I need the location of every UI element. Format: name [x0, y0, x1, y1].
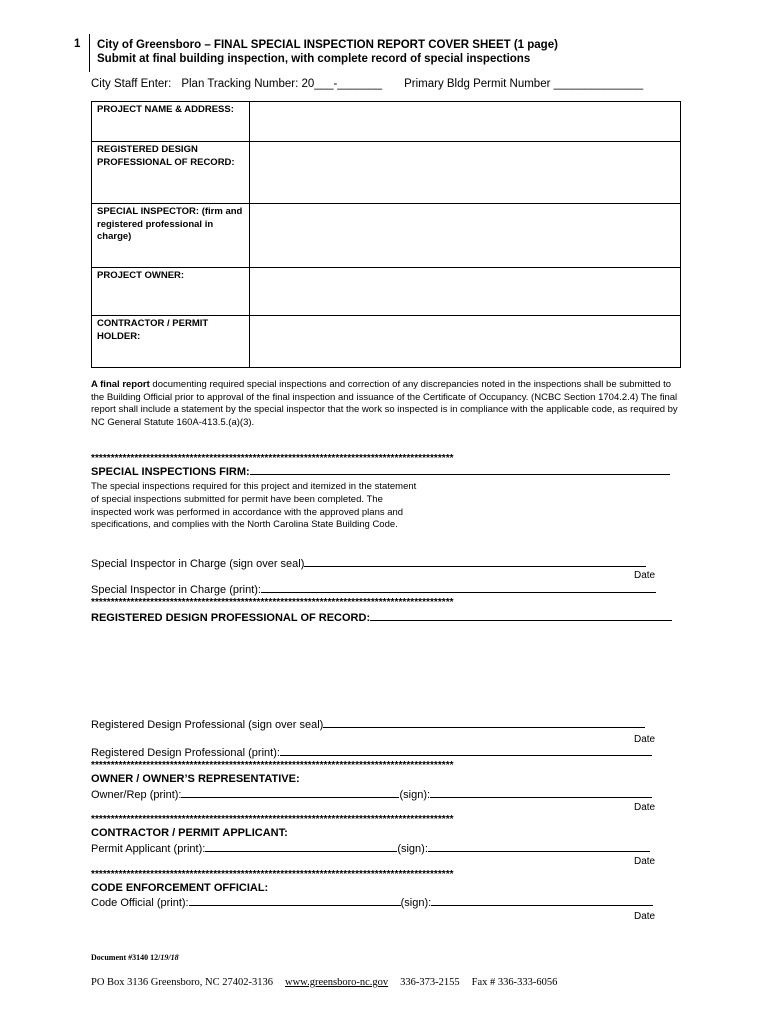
design-professional-sign-row: [91, 718, 645, 731]
footer-address: PO Box 3136 Greensboro, NC 27402-3136: [91, 977, 273, 988]
date-label: Date: [634, 802, 656, 813]
footer: [91, 977, 557, 988]
special-inspector-sign-field[interactable]: [304, 557, 646, 567]
final-report-paragraph: [91, 379, 681, 429]
code-official-heading: CODE ENFORCEMENT OFFICIAL:: [91, 882, 269, 894]
design-professional-print-row: [91, 746, 652, 759]
owner-row: [91, 788, 652, 801]
table-row: [92, 268, 681, 316]
final-report-text: documenting required special inspections and correction of any discrepancies noted in the inspections shall be submitted to the Building Official prior to approval of the final inspection and issuance of the Certificate of Occupancy. (NCBC Section 1704.2.4) The final report shall include a statement by the special inspector that the work so inspected is in compliance with the applicable code, as required by NC General Statute 160A-413.5.(a)(3).: [91, 379, 678, 428]
separator: ********************************************************************************************: [91, 869, 454, 880]
project-info-table: [91, 101, 681, 368]
contractor-label: CONTRACTOR / PERMIT HOLDER:: [92, 316, 250, 368]
title-line-1: City of Greensboro – FINAL SPECIAL INSPECTION REPORT COVER SHEET (1 page): [97, 39, 558, 51]
code-official-print-field[interactable]: [189, 896, 401, 906]
owner-sign-field[interactable]: [430, 788, 652, 798]
design-professional-sign-field[interactable]: [323, 718, 645, 728]
design-professional-field[interactable]: [250, 142, 681, 204]
code-official-print-label: Code Official (print):: [91, 897, 189, 909]
project-owner-label: PROJECT OWNER:: [92, 268, 250, 316]
contractor-field[interactable]: [250, 316, 681, 368]
primary-permit-field[interactable]: Primary Bldg Permit Number ______________: [404, 78, 644, 90]
owner-print-field[interactable]: [181, 788, 399, 798]
page-number: 1: [74, 38, 81, 50]
design-professional-print-field[interactable]: [280, 746, 652, 756]
final-report-lead: A final report: [91, 379, 150, 390]
table-row: [92, 204, 681, 268]
special-inspections-heading: SPECIAL INSPECTIONS FIRM:: [91, 465, 670, 478]
separator: ********************************************************************************************: [91, 814, 454, 825]
design-professional-heading: REGISTERED DESIGN PROFESSIONAL OF RECORD:: [91, 611, 672, 624]
title-line-2: Submit at final building inspection, with complete record of special inspections: [97, 53, 531, 65]
code-official-sign-label: (sign):: [400, 897, 432, 909]
page-title: [97, 38, 558, 66]
special-inspector-field[interactable]: [250, 204, 681, 268]
design-professional-field[interactable]: [370, 611, 672, 621]
special-inspector-print-label: Special Inspector in Charge (print):: [91, 584, 261, 596]
date-label: Date: [634, 911, 656, 922]
separator: ********************************************************************************************: [91, 453, 454, 464]
special-inspector-label: SPECIAL INSPECTOR: (firm and registered professional in charge): [92, 204, 250, 268]
owner-print-label: Owner/Rep (print):: [91, 789, 182, 801]
special-inspector-print-row: [91, 583, 656, 596]
staff-label: City Staff Enter:: [91, 78, 172, 90]
code-official-row: [91, 896, 653, 909]
footer-fax: Fax # 336-333-6056: [471, 977, 558, 988]
contractor-print-field[interactable]: [205, 842, 397, 852]
table-row: [92, 102, 681, 142]
date-label: Date: [634, 856, 656, 867]
project-name-label: PROJECT NAME & ADDRESS:: [92, 102, 250, 142]
owner-heading: OWNER / OWNER’S REPRESENTATIVE:: [91, 773, 300, 785]
special-inspections-statement: The special inspections required for this project and itemized in the statement of special inspections submitted for permit have been completed. The inspected work was performed in accordance with the approved plans and specifications, and complies with the North Carolina State Building Code.: [91, 481, 417, 531]
contractor-heading: CONTRACTOR / PERMIT APPLICANT:: [91, 827, 288, 839]
document-number: Document #3140 12/19/18: [91, 953, 179, 962]
header-divider: [89, 34, 90, 72]
design-professional-sign-label: Registered Design Professional (sign over seal): [91, 719, 324, 731]
special-inspections-firm-field[interactable]: [250, 465, 670, 475]
contractor-sign-field[interactable]: [428, 842, 650, 852]
date-label: Date: [634, 734, 656, 745]
code-official-sign-field[interactable]: [431, 896, 653, 906]
staff-entry-row: [91, 78, 643, 90]
table-row: [92, 142, 681, 204]
owner-sign-label: (sign):: [399, 789, 431, 801]
separator: ********************************************************************************************: [91, 760, 454, 771]
special-inspector-sign-label: Special Inspector in Charge (sign over seal): [91, 558, 305, 570]
contractor-sign-label: (sign):: [397, 843, 428, 855]
website-link[interactable]: www.greensboro-nc.gov: [285, 977, 389, 988]
contractor-print-label: Permit Applicant (print):: [91, 843, 206, 855]
project-name-field[interactable]: [250, 102, 681, 142]
separator: ********************************************************************************************: [91, 597, 454, 608]
design-professional-label: REGISTERED DESIGN PROFESSIONAL OF RECORD:: [92, 142, 250, 204]
design-professional-print-label: Registered Design Professional (print):: [91, 747, 280, 759]
contractor-row: [91, 842, 650, 855]
plan-tracking-field[interactable]: Plan Tracking Number: 20___-_______: [181, 78, 383, 90]
table-row: [92, 316, 681, 368]
date-label: Date: [634, 570, 656, 581]
footer-phone: 336-373-2155: [400, 977, 460, 988]
special-inspector-print-field[interactable]: [261, 583, 656, 593]
special-inspector-sign-row: [91, 557, 646, 570]
project-owner-field[interactable]: [250, 268, 681, 316]
